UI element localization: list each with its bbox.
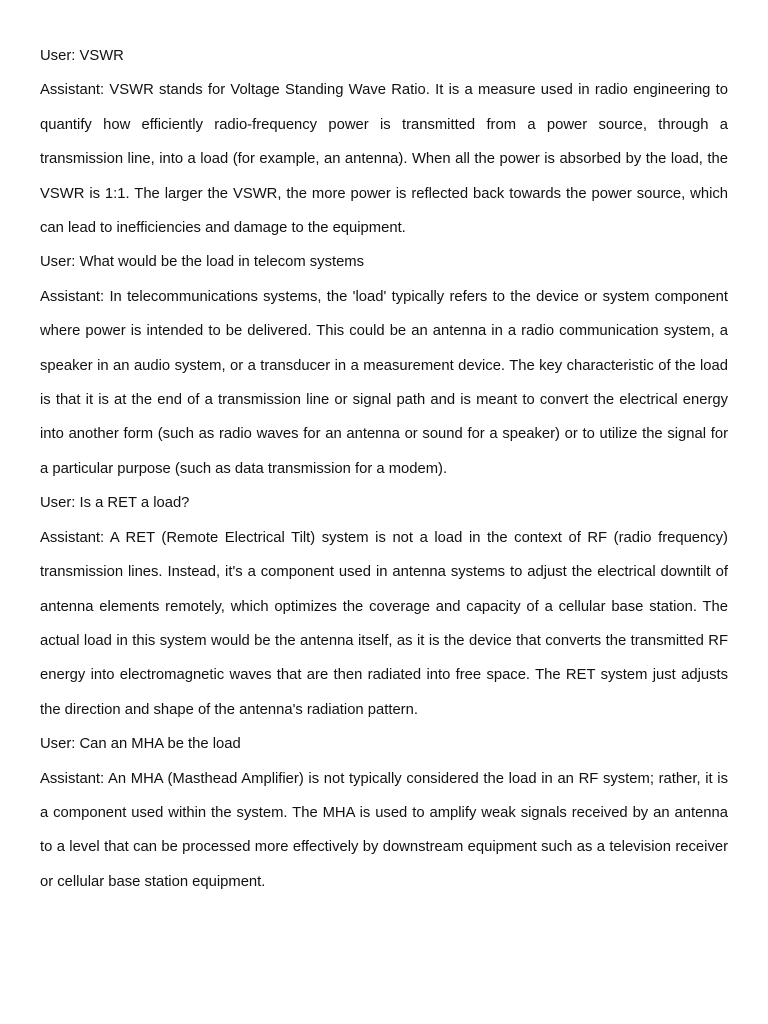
user-message-vswr: User: VSWR <box>40 48 124 64</box>
assistant-message-ret-load: Assistant: A RET (Remote Electrical Tilt) system is not a load in the context of RF (radio frequency) transmission lines. Instead, it's a component used in antenna systems to adjust the electrical downtilt of antenna elements remotely, which optimizes the coverage and capacity of a cellular base station. The actual load in this system would be the antenna itself, as it is the device that converts the transmitted RF energy into electromagnetic waves that are then radiated into free space. The RET system just adjusts the direction and shape of the antenna's radiation pattern. <box>40 529 728 718</box>
user-message-load-telecom: User: What would be the load in telecom systems <box>40 254 365 271</box>
user-message-ret-load: User: Is a RET a load? <box>40 495 190 512</box>
assistant-message-vswr-definition: Assistant: VSWR stands for Voltage Standing Wave Ratio. It is a measure used in radio engineering to quantify how efficiently radio-frequency power is transmitted from a power source, through a transmission line, into a load (for example, an antenna). When all the power is absorbed by the load, the VSWR is 1:1. The larger the VSWR, the more power is reflected back towards the power source, which can lead to inefficiencies and damage to the equipment. <box>40 82 728 237</box>
document-page <box>40 39 728 899</box>
assistant-message-mha-load: Assistant: An MHA (Masthead Amplifier) is not typically considered the load in an RF system; rather, it is a component used within the system. The MHA is used to amplify weak signals received by an antenna to a level that can be processed more effectively by downstream equipment such as a television receiver or cellular base station equipment. <box>40 770 728 890</box>
assistant-message-load-telecom: Assistant: In telecommunications systems, the 'load' typically refers to the device or system component where power is intended to be delivered. This could be an antenna in a radio communication system, a speaker in an audio system, or a transducer in a measurement device. The key characteristic of the load is that it is at the end of a transmission line or signal path and is meant to convert the electrical energy into another form (such as radio waves for an antenna or sound for a speaker) or to utilize the signal for a particular purpose (such as data transmission for a modem). <box>40 288 728 477</box>
user-message-mha-load: User: Can an MHA be the load <box>40 736 241 753</box>
